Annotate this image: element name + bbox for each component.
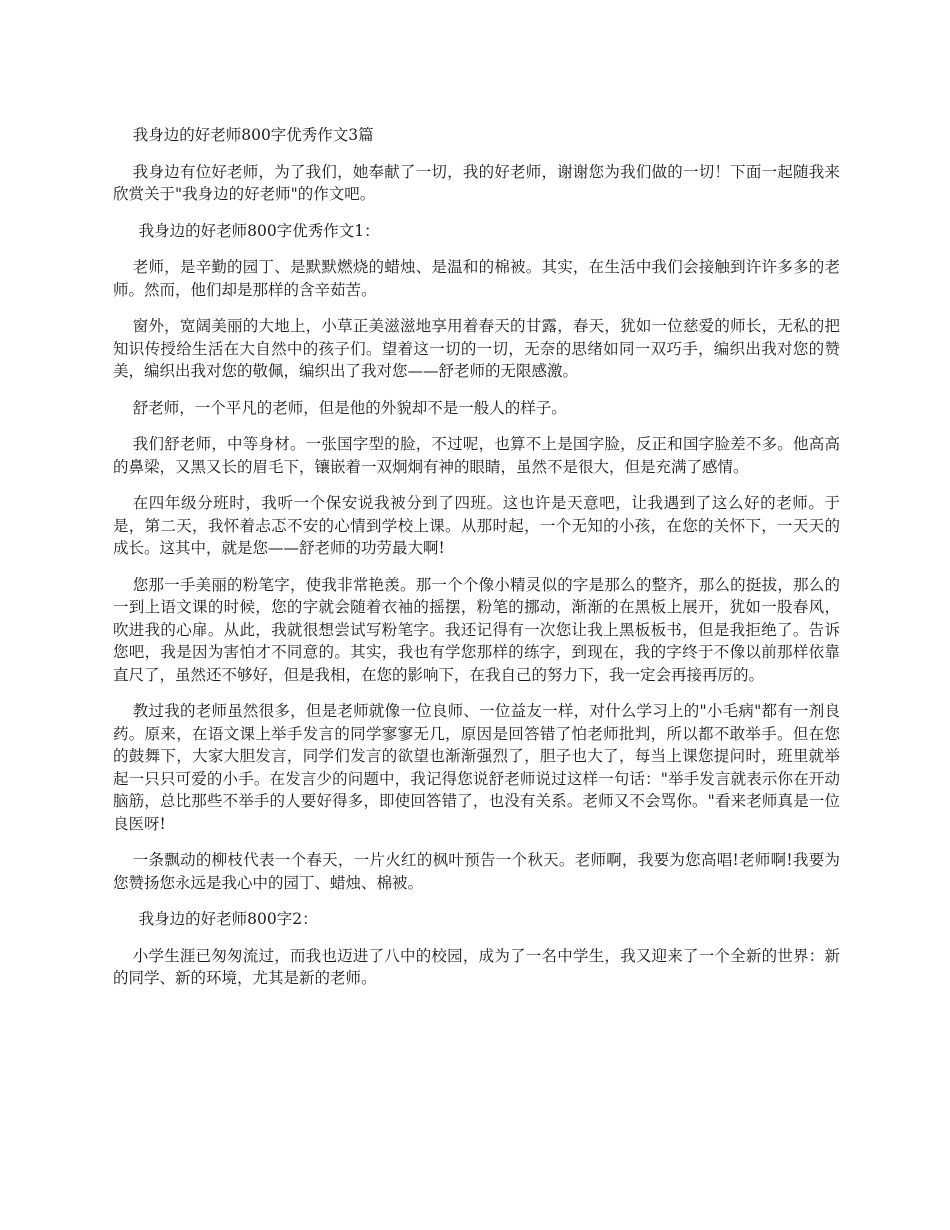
paragraph: 老师，是辛勤的园丁、是默默燃烧的蜡烛、是温和的棉被。其实，在生活中我们会接触到许许多多的老师。然而，他们却是那样的含辛茹苦。 [113,258,840,299]
paragraph: 在四年级分班时，我听一个保安说我被分到了四班。这也许是天意吧，让我遇到了这么好的老师。于是，第二天，我怀着忐忑不安的心情到学校上课。从那时起，一个无知的小孩，在您的关怀下，一天天的成长。这其中，就是您——舒老师的功劳最大啊! [113,494,840,557]
paragraph: 您那一手美丽的粉笔字，使我非常艳羡。那一个个像小精灵似的字是那么的整齐，那么的挺拔，那么的一到上语文课的时候，您的字就会随着衣袖的摇摆，粉笔的挪动，渐渐的在黑板上展开，犹如一股春风，吹进我的心扉。从此，我就很想尝试写粉笔字。我还记得有一次您让我上黑板板书，但是我拒绝了。告诉您吧，我是因为害怕才不同意的。其实，我也有学您那样的练字，到现在，我的字终于不像以前那样依靠直尺了，虽然还不够好，但是我相，在您的影响下，在我自己的努力下，我一定会再接再厉的。 [113,575,840,684]
document-body [113,124,840,1004]
document-title: 我身边的好老师800字优秀作文3篇 [132,126,374,144]
paragraph: 教过我的老师虽然很多，但是老师就像一位良师、一位益友一样，对什么学习上的"小毛病"都有一剂良药。原来，在语文课上举手发言的同学寥寥无几，原因是回答错了怕老师批判，所以都不敢举手。但在您的鼓舞下，大家大胆发言，同学们发言的欲望也渐渐强烈了，胆子也大了，每当上课您提问时，班里就举起一只只可爱的小手。在发言少的问题中，我记得您说舒老师说过这样一句话："举手发言就表示你在开动脑筋，总比那些不举手的人要好得多，即使回答错了，也没有关系。老师又不会骂你。"看来老师真是一位良医呀! [113,702,840,833]
section-heading-2: 我身边的好老师800字2： [138,910,318,928]
paragraph: 舒老师，一个平凡的老师，但是他的外貌却不是一般人的样子。 [132,398,567,417]
intro-paragraph: 我身边有位好老师，为了我们，她奉献了一切，我的好老师，谢谢您为我们做的一切！下面一起随我来欣赏关于"我身边的好老师"的作文吧。 [113,162,840,203]
section-heading-1: 我身边的好老师800字优秀作文1： [138,221,380,240]
paragraph: 一条飘动的柳枝代表一个春天，一片火红的枫叶预告一个秋天。老师啊，我要为您高唱!老师啊!我要为您赞扬您永远是我心中的园丁、蜡烛、棉被。 [113,851,840,892]
paragraph: 窗外，宽阔美丽的大地上，小草正美滋滋地享用着春天的甘露，春天，犹如一位慈爱的师长，无私的把知识传授给生活在大自然中的孩子们。望着这一切的一切，无奈的思绪如同一双巧手，编织出我对您的赞美，编织出我对您的敬佩，编织出了我对您——舒老师的无限感激。 [113,317,840,380]
paragraph: 我们舒老师，中等身材。一张国字型的脸，不过呢，也算不上是国字脸，反正和国字脸差不多。他高高的鼻梁，又黑又长的眉毛下，镶嵌着一双炯炯有神的眼睛，虽然不是很大，但是充满了感情。 [113,435,840,476]
paragraph: 小学生涯已匆匆流过，而我也迈进了八中的校园，成为了一名中学生，我又迎来了一个全新的世界：新的同学、新的环境，尤其是新的老师。 [113,946,840,987]
